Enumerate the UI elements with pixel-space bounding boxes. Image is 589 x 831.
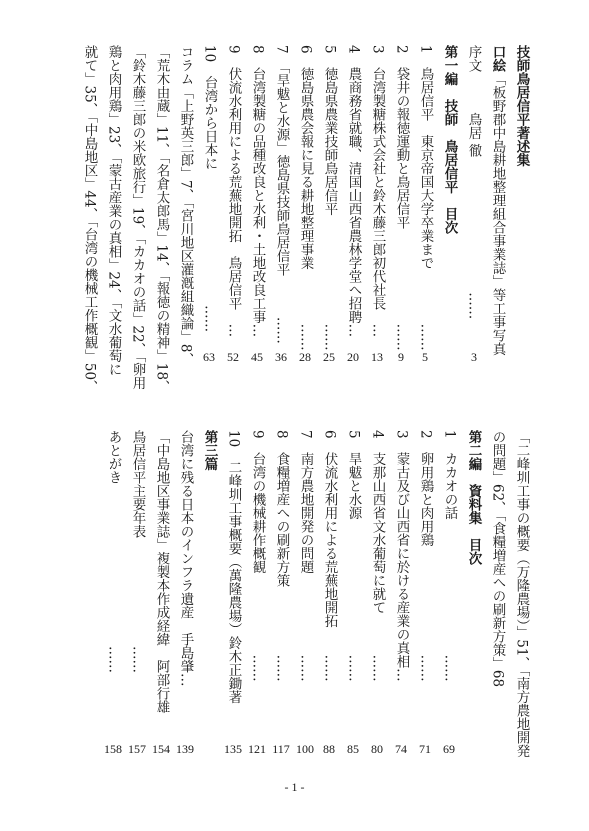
toc-entry: 3 台湾製糖株式会社と鈴木藤三郎初代社長 … xyxy=(369,45,386,338)
toc-entry: 2 袋井の報徳運動と鳥居信平 …… xyxy=(393,45,410,351)
page-number: 80 xyxy=(371,742,383,756)
column-list-line: 就て」35、「中島地区」44、「台湾の機械工作概観」50、 xyxy=(81,45,98,394)
column-list-line: コラム「上野英三郎」7、「宮川地区灌漑組織論」8、 xyxy=(177,45,194,366)
toc-entry: 5 旱魃と水源 …… xyxy=(345,430,362,682)
toc-entry: 9 伏流水利用による荒蕪地開拓 鳥居信平 … xyxy=(225,45,242,338)
page-number: 52 xyxy=(227,350,239,364)
column-list-line: 鶏と肉用鶏」23、「蒙古産業の真相」24、「文水葡萄に xyxy=(105,45,122,377)
toc-entry: 10 二峰圳工事概要（萬隆農場）鈴木正鋤著 xyxy=(225,430,242,704)
page-number: 3 xyxy=(471,350,477,364)
part-three-heading: 第三篇 xyxy=(201,430,218,471)
toc-entry: 4 農商務省就職、清国山西省農林学堂へ招聘… xyxy=(345,45,362,338)
toc-entry: 1 鳥居信平 東京帝国大学卒業まで …… xyxy=(417,45,434,351)
toc-entry-preface: 序文 鳥居 徹 …… xyxy=(465,45,482,320)
page-number: 154 xyxy=(152,742,170,756)
page-number: 45 xyxy=(251,350,263,364)
page-number: 135 xyxy=(224,742,242,756)
toc-entry: 1 カカオの話 …… xyxy=(441,430,458,682)
page-number: 157 xyxy=(128,742,146,756)
part-one-heading: 第一編 技師 鳥居信平 目次 xyxy=(441,45,458,234)
toc-entry: 6 伏流水利用による荒蕪地開拓 …… xyxy=(321,430,338,682)
page-number: 13 xyxy=(371,350,383,364)
book-title: 技師鳥居信平著述集 xyxy=(513,45,530,167)
frontispiece-line: 口絵「板野郡中島耕地整理組合事業誌」等工事写真 xyxy=(489,45,506,356)
toc-entry: 鳥居信平主要年表 …… xyxy=(129,430,146,673)
page-number: 69 xyxy=(443,742,455,756)
page-number: 63 xyxy=(203,350,215,364)
column-list-line: の問題」62、「食糧増産への刷新方策」68 xyxy=(489,430,506,688)
page-number: 71 xyxy=(419,742,431,756)
page-number: 121 xyxy=(248,742,266,756)
toc-entry: あとがき …… xyxy=(105,430,122,673)
toc-entry: 7 南方農地開発の問題 …… xyxy=(297,430,314,682)
column-list-line: 「鈴木藤三郎の米欧旅行」19、「カカオの話」22、「卵用 xyxy=(129,45,146,390)
toc-entry: 7 「旱魃と水源」徳島県技師鳥居信平 …… xyxy=(273,45,290,344)
page-number: 28 xyxy=(299,350,311,364)
page-number: 74 xyxy=(395,742,407,756)
toc-entry: 10 台湾から日本に …… xyxy=(201,45,218,333)
page-number: 20 xyxy=(347,350,359,364)
column-list-line: 「荒木由蔵」11、「名倉太郎馬」14、「報徳の精神」18、 xyxy=(153,45,170,394)
page-number: 5 xyxy=(422,350,428,364)
page-number: 25 xyxy=(323,350,335,364)
toc-entry: 9 台湾の機械耕作概観 …… xyxy=(249,430,266,682)
page-number: 85 xyxy=(347,742,359,756)
page-number: 9 xyxy=(398,350,404,364)
page-number: 158 xyxy=(104,742,122,756)
page-number: 36 xyxy=(275,350,287,364)
part-two-heading: 第二編 資料集 目次 xyxy=(465,430,482,565)
page-footer-number: - 1 - xyxy=(284,780,305,794)
page-number: 88 xyxy=(323,742,335,756)
column-list-line: 「二峰圳工事の概要（万隆農場）」51、「南方農地開発 xyxy=(513,430,530,758)
page-number: 100 xyxy=(296,742,314,756)
toc-entry: 5 徳島県農業技師鳥居信平 …… xyxy=(321,45,338,351)
page-number: 139 xyxy=(176,742,194,756)
toc-entry: 3 蒙古及び山西省に於ける産業の真相… xyxy=(393,430,410,682)
toc-entry: 「中島地区事業誌」複製本作成経緯 阿部行雄 xyxy=(153,430,170,714)
toc-entry: 台湾に残る日本のインフラ遺産 手島肇… xyxy=(177,430,194,687)
page-number: 117 xyxy=(272,742,290,756)
toc-entry: 8 台湾製糖の品種改良と水利・土地改良工事… xyxy=(249,45,266,338)
toc-entry: 6 徳島県農会報に見る耕地整理事業 …… xyxy=(297,45,314,351)
toc-entry: 2 卵用鶏と肉用鶏 …… xyxy=(417,430,434,682)
toc-entry: 8 食糧増産への刷新方策 …… xyxy=(273,430,290,682)
toc-entry: 4 支那山西省文水葡萄に就て …… xyxy=(369,430,386,682)
